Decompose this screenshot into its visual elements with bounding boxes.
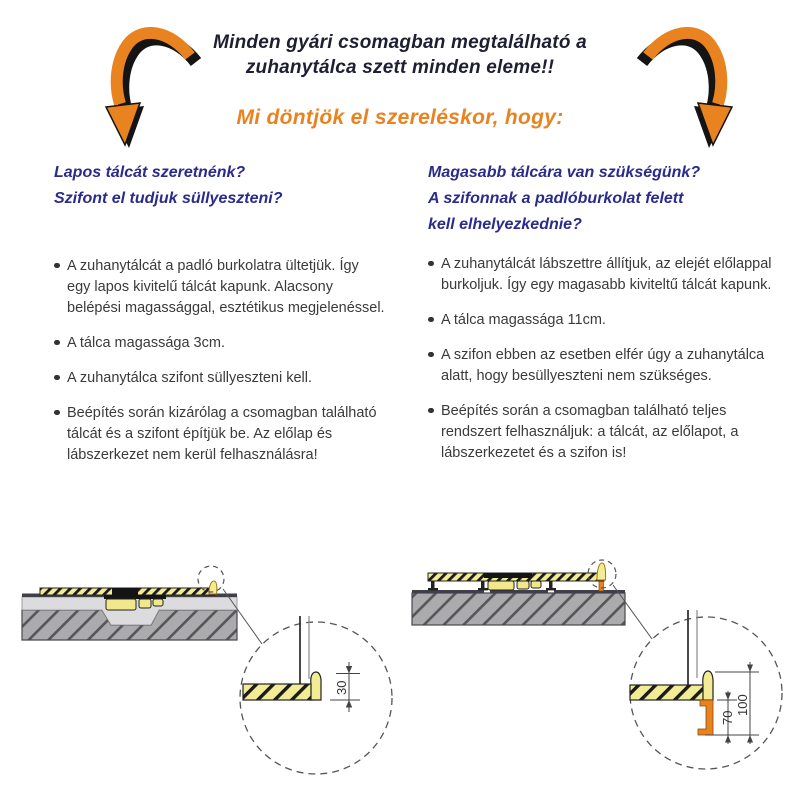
list-item: A zuhanytálcát a padló burkolatra ültetjük. Így egy lapos kivitelű tálcát kapunk. Alacsony belépési magassággal, esztétikus megjelenéssel. (54, 256, 386, 319)
dimension-label-70: 70 (720, 710, 735, 725)
page-title (168, 30, 632, 80)
raised-tray-cross-section-diagram (400, 548, 800, 787)
list-item: A tálca magassága 11cm. (428, 310, 782, 331)
flat-tray-bullet-list (54, 256, 386, 466)
heading-line: Lapos tálcát szeretnénk? (54, 164, 246, 181)
list-item: A tálca magassága 3cm. (54, 333, 386, 354)
heading-line: Szifont el tudjuk süllyeszteni? (54, 189, 283, 207)
page-title-line1: Minden gyári csomagban megtalálható a (213, 32, 587, 53)
flat-tray-cross-section-diagram (0, 548, 400, 787)
dimension-label-100: 100 (735, 694, 750, 716)
heading-line: A szifonnak a padlóburkolat felett (428, 189, 684, 207)
column-raised-tray-heading (428, 160, 782, 238)
heading-line: Magasabb tálcára van szükségünk? (428, 164, 701, 181)
list-item: A zuhanytálcát lábszettre állítjuk, az elejét előlappal burkoljuk. Így egy magasabb kiviteltű tálcát kapunk. (428, 254, 782, 296)
column-flat-tray-heading (54, 160, 386, 212)
column-raised-tray (428, 160, 782, 478)
list-item: A zuhanytálca szifont süllyeszteni kell. (54, 368, 386, 389)
column-flat-tray (54, 160, 386, 480)
page-title-line2: zuhanytálca szett minden eleme!! (245, 57, 555, 79)
list-item: A szifon ebben az esetben elfér úgy a zuhanytálca alatt, hogy besüllyeszteni nem szükséges. (428, 345, 782, 387)
list-item: Beépítés során a csomagban található teljes rendszert felhasználjuk: a tálcát, az előlapot, a lábszerkezetet és a szifon is! (428, 401, 782, 464)
dimension-label-30: 30 (334, 680, 349, 695)
cross-section-diagrams (0, 548, 800, 787)
list-item: Beépítés során kizárólag a csomagban található tálcát és a szifont építjük be. Az előlap és lábszerkezet nem kerül felhasználásra! (54, 403, 386, 466)
raised-tray-bullet-list (428, 254, 782, 464)
curved-arrow-down-right-icon (628, 24, 750, 156)
heading-line: kell elhelyezkednie? (428, 215, 582, 233)
page-subtitle: Mi döntjök el szereléskor, hogy: (236, 106, 564, 129)
